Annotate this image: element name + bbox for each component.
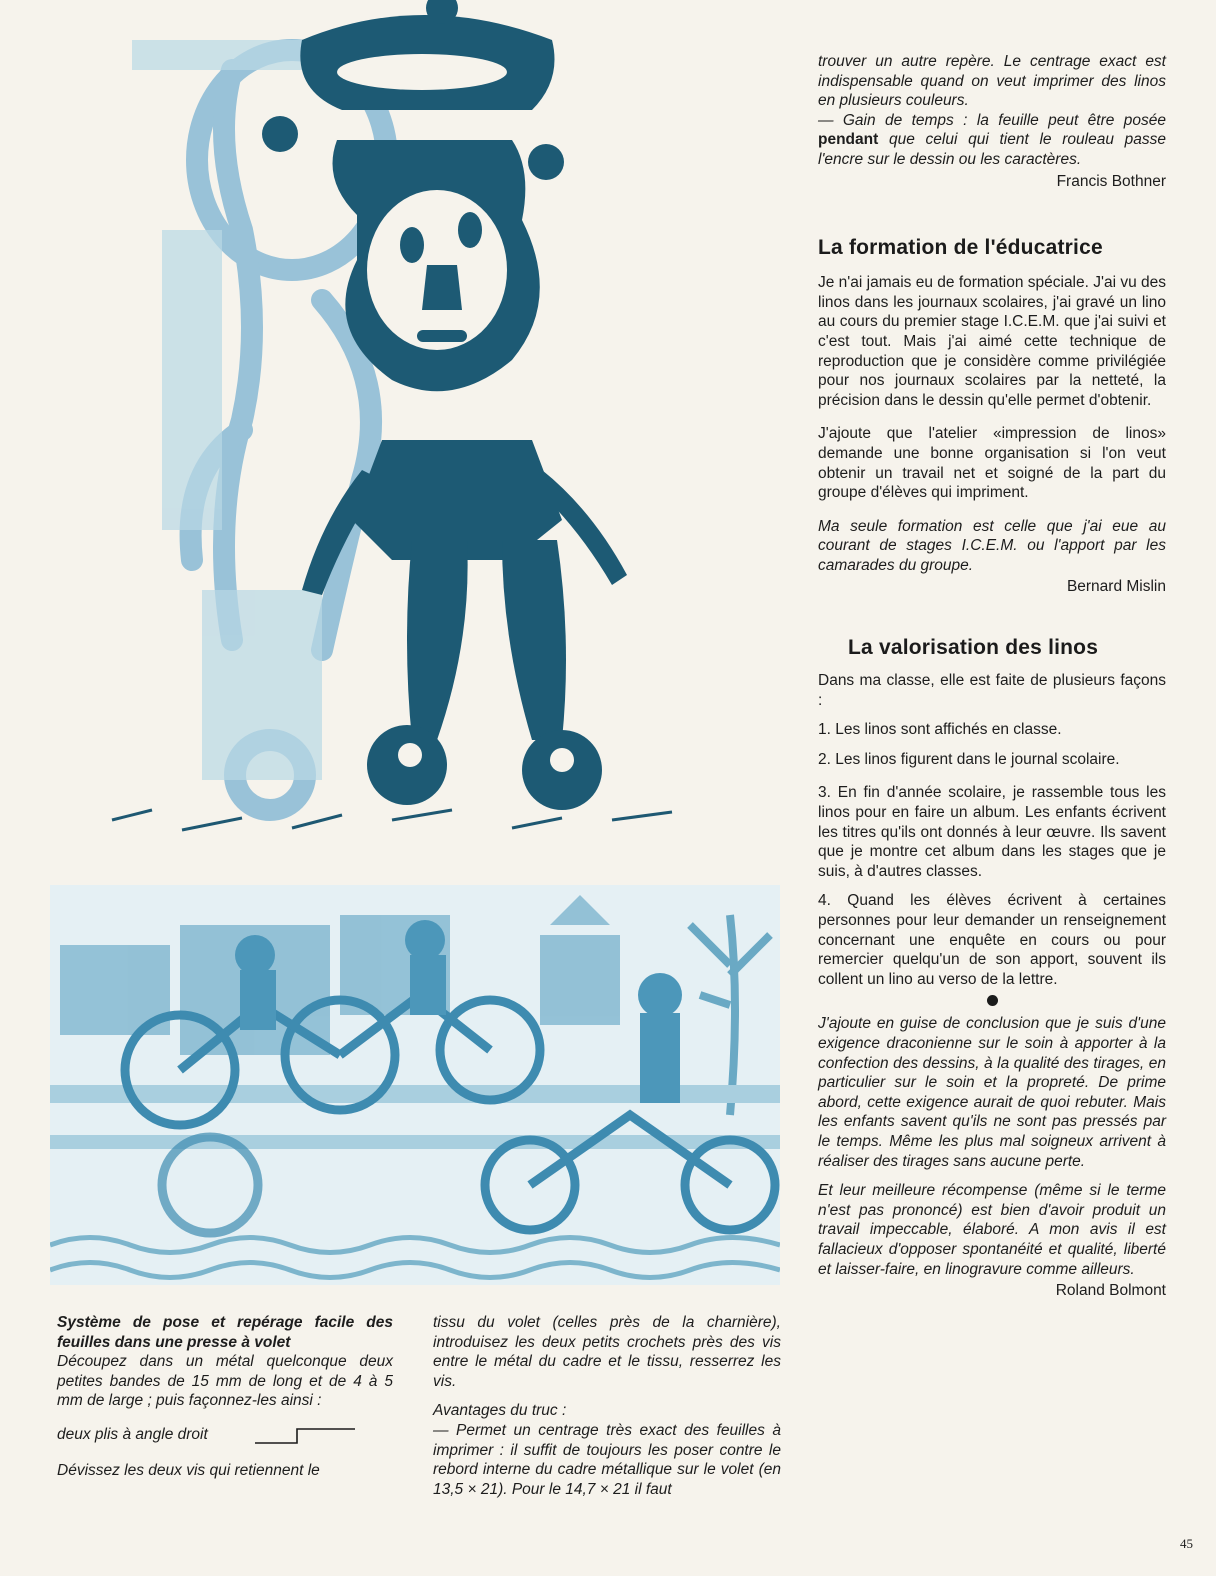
- signature-roland: Roland Bolmont: [1055, 1282, 1166, 1300]
- middle-paragraph: tissu du volet (celles près de la charnière), introduisez les deux petits crochets près des vis entre le métal du cadre et le tissu, resserrez les vis.: [433, 1314, 781, 1390]
- heading-formation: La formation de l'éducatrice: [818, 236, 1103, 260]
- valorisation-item-2: 2. Les linos figurent dans le journal scolaire.: [818, 750, 1120, 768]
- formation-paragraph-3: Ma seule formation est celle que j'ai eue au courant de stages I.C.E.M. ou l'apport par les camarades du groupe.: [818, 517, 1166, 574]
- valorisation-item-3: 3. En fin d'année scolaire, je rassemble tous les linos pour en faire un album. Les enfants écrivent les titres qu'ils ont donnés à leur œuvre. Ils savent que je montre cet album dans les stages que je suis, à d'autres classes.: [818, 784, 1166, 880]
- continuation-paragraph-a: trouver un autre repère. Le centrage exact est indispensable quand on veut imprimer des linos en plusieurs couleurs.: [818, 53, 1166, 110]
- caption-column: [57, 1313, 393, 1481]
- continuation-b-pre: — Gain de temps : la feuille peut être posée: [818, 111, 1166, 129]
- caption-title: Système de pose et repérage facile des feuilles dans une presse à volet: [57, 1314, 393, 1351]
- continuation-b-bold: pendant: [818, 131, 879, 149]
- fold-label: deux plis à angle droit: [57, 1425, 208, 1443]
- valorisation-item-4: 4. Quand les élèves écrivent à certaines personnes pour leur demander un renseignement concernant une enquête en cours ou pour remercier quelqu'un de son apport, souvent ils collent un lino au verso de la lettre.: [818, 892, 1166, 988]
- caption-paragraph: Découpez dans un métal quelconque deux petites bandes de 15 mm de long et de 4 à 5 mm de large ; puis façonnez-les ainsi :: [57, 1353, 393, 1410]
- valorisation-intro: Dans ma classe, elle est faite de plusieurs façons :: [818, 672, 1166, 709]
- signature-bernard: Bernard Mislin: [1066, 578, 1166, 596]
- fold-shape-icon: [255, 1427, 355, 1445]
- linocut-jester-illustration: [92, 0, 712, 845]
- heading-valorisation: La valorisation des linos: [848, 636, 1099, 660]
- section-bullet: [987, 995, 998, 1006]
- formation-paragraph-2: J'ajoute que l'atelier «impression de linos» demande une bonne organisation si l'on veut obtenir un travail net et soigné de la part du groupe d'élèves qui impriment.: [818, 425, 1166, 502]
- page-number: 45: [1180, 1536, 1193, 1551]
- continuation-paragraph-b: [818, 111, 1166, 170]
- right-column: [818, 52, 1166, 1301]
- fold-diagram: [57, 1425, 393, 1447]
- valorisation-item-1: 1. Les linos sont affichés en classe.: [818, 721, 1062, 739]
- conclusion-paragraph-2: Et leur meilleure récompense (même si le terme n'est pas prononcé) est bien d'avoir produit un travail impeccable, élaboré. A mon avis il est fallacieux d'opposer spontanéité et qualité, liberté et laisser-faire, en linogravure comme ailleurs.: [818, 1182, 1166, 1278]
- caption-paragraph-2: Dévissez les deux vis qui retiennent le: [57, 1461, 320, 1479]
- middle-column: [433, 1313, 781, 1499]
- conclusion-paragraph-1: J'ajoute en guise de conclusion que je suis d'une exigence draconienne sur le soin à apporter à la confection des dessins, à la qualité des tirages, en particulier sur le soin et la propreté. De prime abord, cette exigence aurait de quoi rebuter. Mais les enfants savent qu'ils ne sont pas pressés par le temps. Même les plus mal soigneux arrivent à réaliser des tirages sans aucune perte.: [818, 1015, 1166, 1170]
- advantages-paragraph: — Permet un centrage très exact des feuilles à imprimer : il suffit de toujours les poser contre le rebord interne du cadre métallique sur le volet (en 13,5 × 21). Pour le 14,7 × 21 il faut: [433, 1421, 781, 1498]
- linocut-cyclists-illustration: [50, 885, 780, 1285]
- formation-paragraph-1: Je n'ai jamais eu de formation spéciale. J'ai vu des linos dans les journaux scolaires, j'ai gravé un lino au cours du premier stage I.C.E.M. que j'ai suivi et c'est tout. Mais j'ai aimé cette technique de reproduction que je considère comme privilégiée pour nos journaux scolaires par la netteté, la précision dans le dessin qu'elle permet d'obtenir.: [818, 274, 1166, 409]
- continuation-b-post: que celui qui tient le rouleau passe l'encre sur le dessin ou les caractères.: [818, 131, 1166, 168]
- advantages-heading: Avantages du truc :: [433, 1402, 567, 1420]
- signature-francis: Francis Bothner: [1056, 172, 1166, 190]
